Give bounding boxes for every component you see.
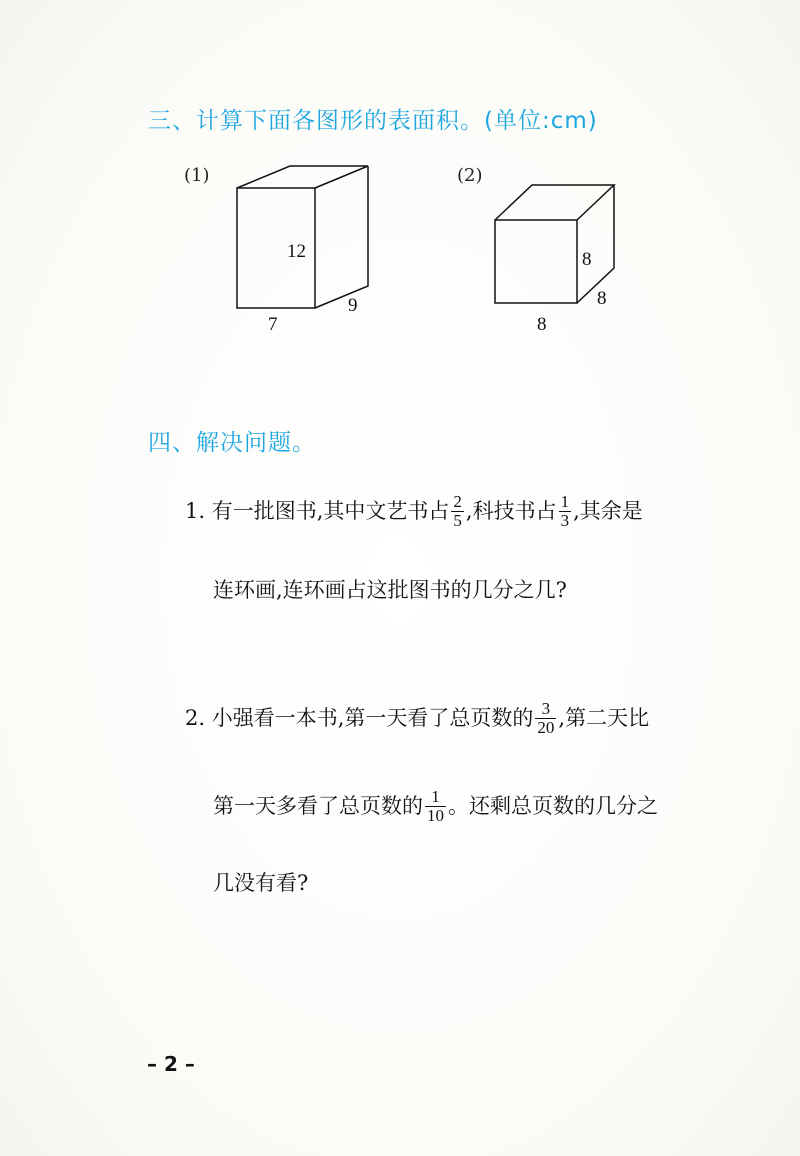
fraction-numerator: 3 (541, 699, 551, 718)
fraction-numerator: 1 (431, 787, 440, 806)
fraction-numerator: 1 (560, 492, 570, 511)
problem-2-text-d: 。还剩总页数的几分之 (448, 793, 658, 818)
section-title-problems: 四、解决问题。 (148, 430, 316, 456)
fraction-2-5 (451, 493, 464, 530)
problem-2-text-a: 2. 小强看一本书,第一天看了总页数的 (185, 705, 534, 730)
fraction-1-10 (425, 788, 446, 825)
fraction-denominator: 3 (560, 510, 570, 530)
fraction-numerator: 2 (453, 492, 462, 511)
problem-2-line-3: 几没有看? (213, 871, 309, 895)
figure-1-label: (1) (184, 165, 210, 186)
problem-2-text-b: ,第二天比 (558, 705, 650, 730)
figure-2-height: 8 (582, 249, 592, 270)
problem-1-text-a: 1. 有一批图书,其中文艺书占 (185, 498, 450, 523)
figure-2-cube (0, 0, 800, 400)
figure-1-height: 12 (287, 241, 306, 262)
figure-2-width: 8 (537, 314, 547, 335)
fraction-1-3 (559, 493, 572, 530)
problem-1-line-1 (185, 493, 643, 530)
problem-2-line-1 (185, 700, 649, 737)
section-title-surface-area: 三、计算下面各图形的表面积。(单位:cm) (148, 108, 598, 134)
problem-1-text-b: ,科技书占 (465, 498, 557, 523)
problem-1-text-c: ,其余是 (573, 498, 643, 523)
figure-1-depth: 9 (348, 295, 358, 316)
fraction-denominator: 10 (427, 805, 444, 825)
figure-2-depth: 8 (597, 288, 607, 309)
figure-2-label: (2) (457, 165, 483, 186)
problem-1-line-2: 连环画,连环画占这批图书的几分之几? (213, 578, 567, 602)
fraction-denominator: 5 (453, 510, 462, 530)
fraction-3-20 (535, 700, 556, 737)
fraction-denominator: 20 (537, 717, 555, 737)
problem-2-text-c: 第一天多看了总页数的 (213, 793, 423, 818)
problem-2-line-2 (213, 788, 658, 825)
figure-1-width: 7 (268, 314, 278, 335)
page-number: – 2 – (147, 1052, 195, 1076)
